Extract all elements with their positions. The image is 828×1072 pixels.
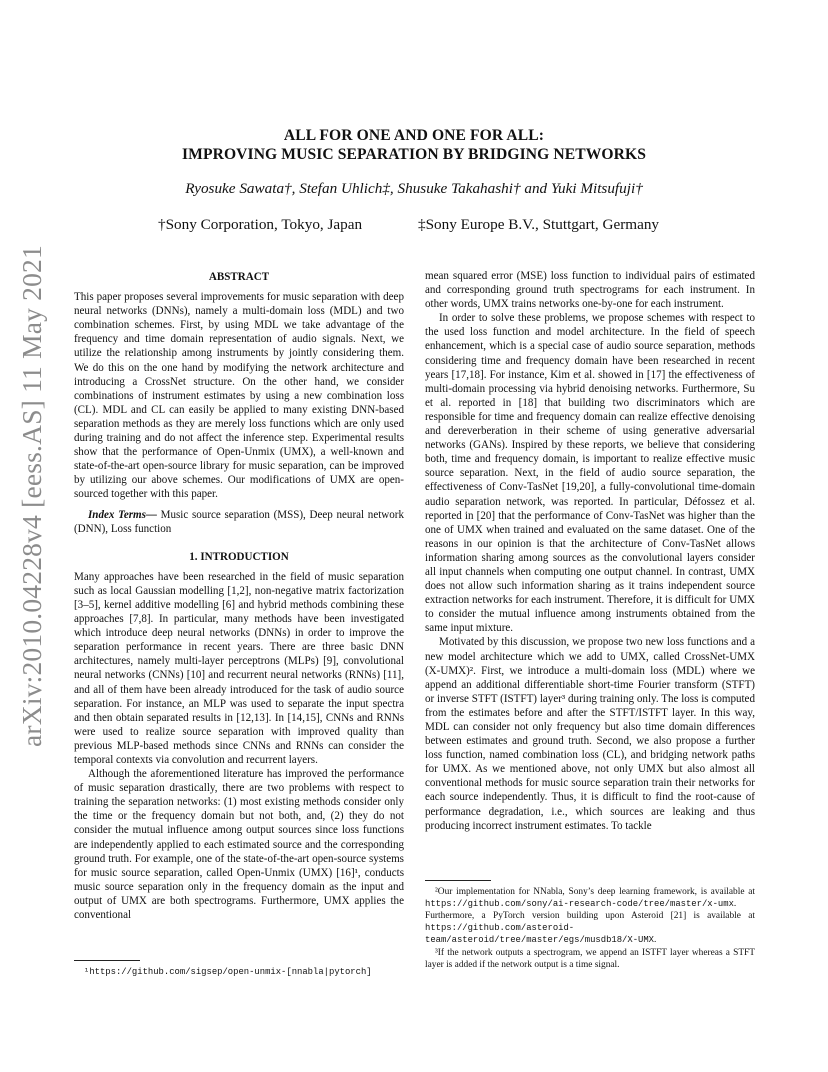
affiliation-right: ‡Sony Europe B.V., Stuttgart, Germany [418,216,660,233]
footnote-2-link-1[interactable]: https://github.com/sony/ai-research-code/tree/master/x-umx [425,899,734,909]
index-terms-text: Music source separation (MSS), Deep neural network (DNN), Loss function [74,508,405,535]
author-list: Ryosuke Sawata†, Stefan Uhlich‡, Shusuke Takahashi† and Yuki Mitsufuji† [185,180,643,197]
right-column [425,269,755,833]
footnote-1-text[interactable]: ¹https://github.com/sigsep/open-unmix-[nnabla|pytorch] [84,967,372,977]
footnotes-right [425,886,755,972]
right-paragraph-3: Motivated by this discussion, we propose two new loss functions and a new model architecture which we add to UMX, called CrossNet-UMX (X-UMX)². First, we introduce a multi-domain loss (MDL) where we append an additional differentiable short-time Fourier transform (STFT) or inverse STFT (ISTFT) layer³ during training only. The loss is computed from the estimates before and after the STFT/ISTFT layer. In this way, MDL can consider not only frequency but also time domain differences between estimates and ground truth. Second, we also propose a further loss function, named combination loss (CL), and bridging network paths for UMX. As we mentioned above, not only UMX but also almost all conventional methods for music source separation train their networks for each source independently. Thus, it is difficult to find the root-cause of performance degradation, i.e., which sources are leaking and thus producing incorrect instrument estimates. To tackle [425,636,755,832]
right-paragraph-2: In order to solve these problems, we propose schemes with respect to the used loss function and model architecture. In the field of speech enhancement, which is a special case of audio source separation, methods considering time and frequency domain have been researched in recent years [17,18]. For instance, Kim et al. showed in [17] the effectiveness of multi-domain processing via hybrid denoising networks. Furthermore, Su et al. reported in [18] that building two discriminators which are responsible for time and frequency domain can realize effective denoising and dereverberation in their scheme of using generative adversarial networks (GANs). Inspired by these reports, we believe that considering both, time and frequency domain, is important to realize effective music source separation. Next, in the field of audio source separation, the effectiveness of Conv-TasNet [19,20], a fully-convolutional time-domain audio separation network, was reported. In particular, Défossez et al. reported in [20] that the performance of Conv-TasNet was higher than the one of UMX when trained and evaluated on the same dataset. One of the reasons in our opinion is that the architecture of Conv-TasNet allows information sharing among sources as the convolutional layers consider all input channels when computing one output channel. In contrast, UMX does not allow such information sharing as it trains independent source extraction networks for each instrument. Therefore, it is difficult for UMX to consider the mutual influence among instruments obtained from the same input mixture. [425,312,755,635]
arxiv-stamp-text: arXiv:2010.04228v4 [eess.AS] 11 May 2021 [16,245,47,747]
affiliation-left: †Sony Corporation, Tokyo, Japan [158,216,363,233]
title-line-1: ALL FOR ONE AND ONE FOR ALL: [283,127,545,144]
left-column [74,270,404,922]
footnote-2-link-2[interactable]: https://github.com/asteroid-team/asteroid/tree/master/egs/musdb18/X-UMX [425,923,655,945]
footnote-3: ³If the network outputs a spectrogram, we append an ISTFT layer whereas a STFT layer is added if the network output is a time signal. [425,948,755,970]
intro-paragraph-2: Although the aforementioned literature has improved the performance of music separation drastically, there are two problems with respect to training the separation networks: (1) most existing methods consider only the time or the frequency domain but not both, and, (2) they do not consider the mutual influence among output sources since loss functions are independently applied to each estimated source and the corresponding ground truth. For example, one of the state-of-the-art open-source systems for music source separation, called Open-Unmix (UMX) [16]¹, conducts music source separation only in the frequency domain as the input and output of UMX are both spectrograms. Furthermore, UMX applies the conventional [74,768,404,922]
index-terms-label: Index Terms— [88,508,157,521]
arxiv-stamp [10,236,54,756]
abstract-text: This paper proposes several improvements for music separation with deep neural networks (DNNs), namely a multi-domain loss (MDL) and two combination schemes. First, by using MDL we take advantage of the frequency and time domain representation of audio signals. Next, we utilize the relationship among instruments by jointly considering them. We do this on the one hand by modifying the network architecture and introducing a CrossNet structure. On the other hand, we consider combinations of instrument estimates by using a new combination loss (CL). MDL and CL can easily be applied to many existing DNN-based separation methods as they are merely loss functions which are only used during training and do not affect the inference step. Experimental results show that the performance of Open-Unmix (UMX), a well-known and state-of-the-art open-source library for music separation, can be improved by utilizing our above schemes. Our modifications of UMX are open-sourced together with this paper. [74,291,404,501]
intro-heading: 1. INTRODUCTION [189,550,289,563]
title-line-2: IMPROVING MUSIC SEPARATION BY BRIDGING NETWORKS [181,146,647,163]
footnote-2: ²Our implementation for NNabla, Sony’s deep learning framework, is available at https://github.com/sony/ai-research-code/tree/master/x-umx. Furthermore, a PyTorch version building upon Asteroid [21] is available at https://github.com/asteroid-team/asteroid/tree/master/egs/musdb18/X-UMX. [425,887,755,945]
footnote-rule-right [425,880,491,881]
index-terms [74,508,404,536]
right-paragraph-1: mean squared error (MSE) loss function to individual pairs of estimated and corresponding ground truth spectrograms for each instrument. In other words, UMX trains networks one-by-one for each instrument. [425,270,755,311]
footnote-rule-left [74,960,140,961]
intro-paragraph-1: Many approaches have been researched in the field of music separation such as local Gaussian modelling [1,2], non-negative matrix factorization [3–5], kernel additive modelling [6] and hybrid methods combining these approaches [7,8]. In particular, many methods have been investigated which introduce deep neural networks (DNNs) in order to improve the separation performance in recent years. There are three basic DNN architectures, namely multi-layer perceptrons (MLPs) [9], convolutional neural networks (CNNs) [10] and recurrent neural networks (RNNs) [11], and all of them have been already introduced for the task of audio source separation. For instance, an MLP was used to separate the input spectra and then obtain separated results in [12,13]. In [14,15], CNNs and RNNs were used to realize source separation with improved quality than previous MLP-based methods since CNNs and RNNs can consider the temporal contexts via convolution and recurrent layers. [74,570,404,766]
abstract-heading: ABSTRACT [208,271,270,283]
footnote-1 [74,966,404,979]
paper-title [74,126,754,164]
